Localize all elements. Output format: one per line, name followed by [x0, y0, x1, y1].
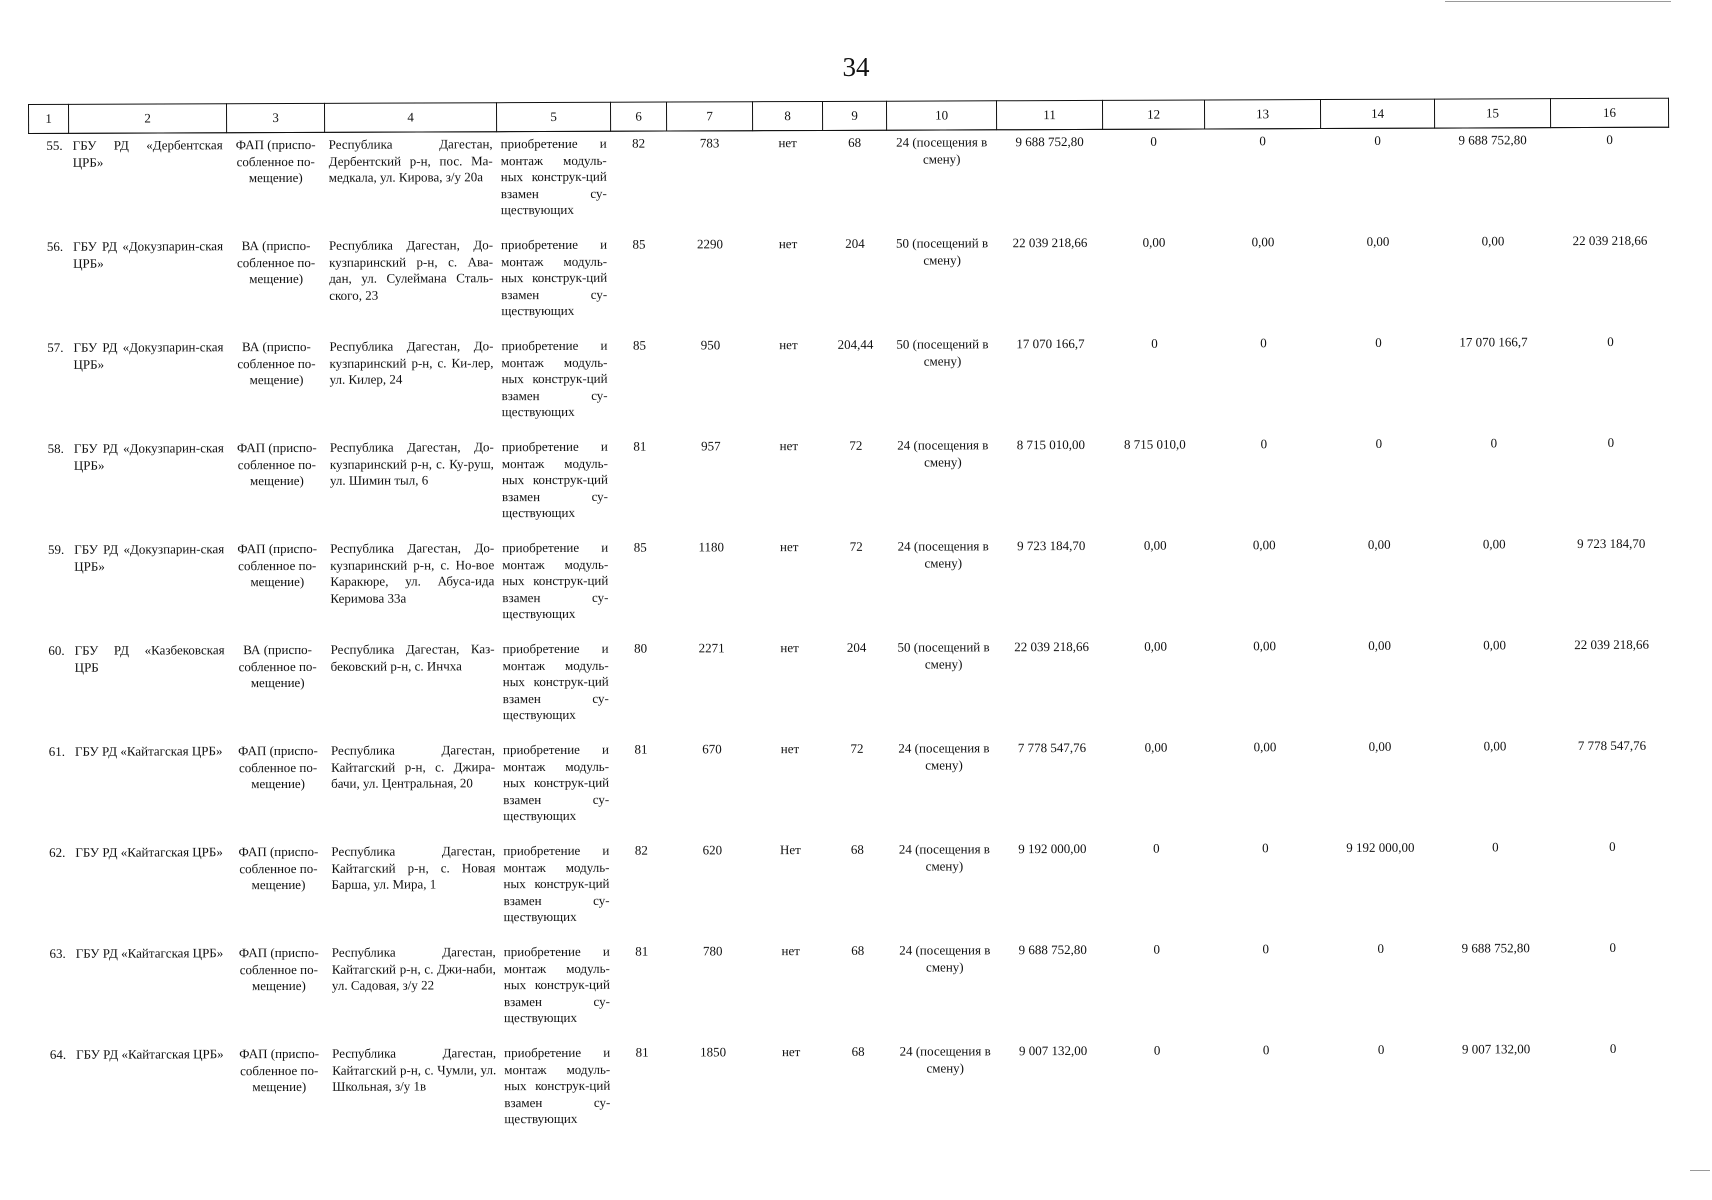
col-header: 4	[324, 103, 496, 133]
col-16-amount-cell: 0	[1609, 1040, 1617, 1056]
capacity-cell: 24 (посещения в смену)	[898, 740, 990, 773]
work-type-cell: приобретение и монтаж модуль-ных конструк-ций взамен су-ществующих	[501, 236, 608, 319]
col-header: 5	[496, 102, 610, 131]
col-14-amount-cell: 0	[1375, 435, 1383, 451]
col-12-amount-cell: 0,00	[1142, 234, 1166, 250]
col-header: 14	[1320, 99, 1434, 128]
col-7-value-cell: 957	[701, 438, 721, 454]
organization-cell: ГБУ РД «Докузпарин-ская ЦРБ»	[73, 440, 224, 473]
address-cell: Республика Дагестан, Кайтагский р-н, с. Чумли, ул. Школьная, з/у 1в	[332, 1045, 497, 1094]
col-14-amount-cell: 0,00	[1368, 738, 1392, 754]
col-7-value-cell: 780	[702, 943, 723, 959]
address-cell: Республика Дагестан, До-кузпаринский р-н, с. Ки-лер, ул. Килер, 24	[329, 338, 494, 387]
col-8-value-cell: нет	[781, 1044, 801, 1060]
facility-type-cell: ФАП (приспо-собленное по-мещение)	[235, 136, 316, 186]
col-header: 7	[666, 102, 752, 131]
col-6-value-cell: 82	[632, 135, 646, 151]
table-row	[32, 936, 1672, 1043]
col-16-amount-cell: 7 778 547,76	[1577, 737, 1647, 754]
col-8-value-cell: нет	[781, 943, 800, 959]
col-9-value-cell: 204,44	[837, 336, 874, 352]
col-13-amount-cell: 0	[1260, 335, 1267, 351]
col-11-amount-cell: 9 688 752,80	[1018, 941, 1087, 958]
col-14-amount-cell: 0,00	[1368, 637, 1391, 653]
organization-cell: ГБУ РД «Кайтагская ЦРБ»	[75, 945, 224, 961]
facility-type-cell: ВА (приспо-собленное по-мещение)	[236, 237, 316, 287]
col-7-value-cell: 620	[702, 842, 723, 858]
col-12-amount-cell: 0	[1153, 840, 1160, 856]
facility-type-cell: ФАП (приспо-собленное по-мещение)	[238, 944, 319, 994]
col-16-amount-cell: 0	[1606, 131, 1613, 147]
col-14-amount-cell: 0	[1377, 1041, 1385, 1057]
capacity-cell: 24 (посещения в смену)	[898, 841, 990, 874]
col-16-amount-cell: 0	[1609, 838, 1616, 854]
col-15-amount-cell: 0,00	[1482, 536, 1506, 552]
row-number-cell: 59.	[47, 541, 65, 557]
row-number-cell: 63.	[49, 945, 66, 961]
organization-cell: ГБУ РД «Кайтагская ЦРБ»	[75, 844, 223, 860]
col-16-amount-cell: 0	[1607, 434, 1615, 450]
col-header: 13	[1204, 100, 1320, 129]
col-6-value-cell: 81	[635, 943, 649, 959]
facilities-table	[28, 98, 1673, 1144]
col-12-amount-cell: 0,00	[1144, 739, 1168, 755]
col-9-value-cell: 72	[849, 538, 863, 554]
address-cell: Республика Дагестан, Кайтагский р-н, с. Джи-наби, ул. Садовая, з/у 22	[331, 944, 496, 993]
table-row	[31, 734, 1671, 841]
col-7-value-cell: 670	[702, 741, 722, 757]
capacity-cell: 50 (посещений в смену)	[897, 639, 990, 672]
col-15-amount-cell: 9 007 132,00	[1461, 1041, 1531, 1057]
col-15-amount-cell: 0,00	[1483, 637, 1506, 653]
col-13-amount-cell: 0,00	[1253, 739, 1277, 755]
row-number-cell: 61.	[48, 743, 66, 759]
facility-type-cell: ФАП (приспо-собленное по-мещение)	[237, 540, 318, 590]
col-14-amount-cell: 0,00	[1367, 536, 1391, 552]
capacity-cell: 50 (посещений в смену)	[895, 235, 989, 268]
col-header: 2	[69, 104, 227, 134]
col-16-amount-cell: 9 723 184,70	[1577, 535, 1646, 552]
col-11-amount-cell: 8 715 010,00	[1016, 436, 1085, 453]
col-13-amount-cell: 0	[1259, 133, 1266, 149]
col-9-value-cell: 72	[850, 740, 864, 756]
col-13-amount-cell: 0,00	[1252, 537, 1276, 553]
table-row	[29, 330, 1669, 437]
col-16-amount-cell: 0	[1609, 939, 1617, 955]
organization-cell: ГБУ РД «Кайтагская ЦРБ»	[74, 743, 223, 759]
col-7-value-cell: 2271	[698, 640, 725, 656]
col-11-amount-cell: 9 192 000,00	[1018, 840, 1087, 857]
col-9-value-cell: 68	[848, 134, 862, 150]
work-type-cell: приобретение и монтаж модуль-ных конструк-ций взамен су-ществующих	[502, 640, 609, 723]
row-number-cell: 60.	[48, 642, 65, 658]
col-header: 11	[996, 100, 1102, 129]
capacity-cell: 24 (посещения в смену)	[896, 134, 988, 167]
col-12-amount-cell: 0	[1151, 335, 1158, 351]
col-15-amount-cell: 0,00	[1481, 233, 1505, 249]
col-header: 6	[610, 102, 666, 131]
col-15-amount-cell: 0	[1492, 839, 1499, 855]
table-row	[32, 1037, 1672, 1144]
col-6-value-cell: 85	[632, 337, 646, 353]
row-number-cell: 57.	[47, 339, 64, 355]
col-8-value-cell: нет	[779, 539, 799, 555]
col-15-amount-cell: 17 070 166,7	[1459, 334, 1528, 350]
col-6-value-cell: 81	[635, 1044, 649, 1060]
col-14-amount-cell: 0,00	[1366, 233, 1390, 249]
capacity-cell: 24 (посещения в смену)	[897, 538, 989, 571]
table-row	[30, 431, 1670, 538]
scan-line-top-right	[1445, 1, 1671, 2]
table-row	[29, 229, 1669, 336]
col-8-value-cell: нет	[780, 640, 799, 656]
col-8-value-cell: нет	[779, 438, 799, 454]
col-8-value-cell: Нет	[779, 842, 801, 858]
col-6-value-cell: 85	[633, 539, 647, 555]
col-header: 12	[1102, 100, 1204, 129]
col-11-amount-cell: 9 007 132,00	[1018, 1042, 1088, 1059]
col-15-amount-cell: 0,00	[1483, 738, 1507, 754]
table-row	[30, 532, 1670, 639]
col-8-value-cell: нет	[780, 741, 800, 757]
col-header: 16	[1550, 98, 1668, 127]
address-cell: Республика Дагестан, До-кузпаринский р-н, с. Ава-дан, ул. Сулеймана Сталь-ского, 23	[329, 237, 494, 303]
row-number-cell: 64.	[49, 1046, 67, 1062]
table-row	[31, 835, 1671, 942]
row-number-cell: 56.	[46, 238, 64, 254]
table-body	[29, 127, 1673, 1144]
col-12-amount-cell: 8 715 010,0	[1123, 436, 1186, 452]
table-container	[28, 98, 1672, 1144]
col-header: 10	[886, 101, 996, 130]
col-15-amount-cell: 9 688 752,80	[1461, 940, 1530, 956]
col-12-amount-cell: 0	[1150, 133, 1157, 149]
facility-type-cell: ВА (приспо-собленное по-мещение)	[238, 641, 317, 691]
organization-cell: ГБУ РД «Кайтагская ЦРБ»	[76, 1046, 224, 1062]
facility-type-cell: ФАП (приспо-собленное по-мещение)	[238, 843, 319, 893]
row-number-cell: 62.	[49, 844, 66, 860]
facility-type-cell: ФАП (приспо-собленное по-мещение)	[239, 1045, 320, 1095]
row-number-cell: 58.	[47, 440, 64, 456]
col-12-amount-cell: 0,00	[1143, 537, 1167, 553]
work-type-cell: приобретение и монтаж модуль-ных конструк-ций взамен су-ществующих	[501, 438, 609, 521]
facility-type-cell: ФАП (приспо-собленное по-мещение)	[236, 439, 317, 489]
col-header: 3	[227, 103, 325, 132]
col-9-value-cell: 68	[851, 1043, 865, 1059]
facility-type-cell: ФАП (приспо-собленное по-мещение)	[238, 742, 318, 792]
col-11-amount-cell: 17 070 166,7	[1016, 335, 1085, 352]
col-14-amount-cell: 0	[1375, 334, 1382, 350]
col-11-amount-cell: 22 039 218,66	[1012, 234, 1088, 251]
col-13-amount-cell: 0,00	[1251, 234, 1275, 250]
work-type-cell: приобретение и монтаж модуль-ных конструк-ций взамен су-ществующих	[502, 539, 609, 622]
work-type-cell: приобретение и монтаж модуль-ных конструк-ций взамен су-ществующих	[501, 337, 608, 420]
col-8-value-cell: нет	[779, 337, 798, 353]
facility-type-cell: ВА (приспо-собленное по-мещение)	[237, 338, 316, 388]
col-12-amount-cell: 0	[1153, 941, 1161, 957]
col-header: 9	[822, 101, 886, 130]
col-16-amount-cell: 22 039 218,66	[1572, 232, 1648, 249]
col-11-amount-cell: 9 688 752,80	[1015, 133, 1084, 150]
col-header: 1	[29, 104, 69, 133]
col-11-amount-cell: 22 039 218,66	[1014, 638, 1089, 655]
address-cell: Республика Дагестан, До-кузпаринский р-н, с. Ку-руш, ул. Шимин тыл, 6	[329, 439, 494, 488]
col-11-amount-cell: 7 778 547,76	[1017, 739, 1087, 756]
table-row	[29, 127, 1669, 235]
col-6-value-cell: 82	[634, 842, 648, 858]
page-number: 34	[842, 52, 870, 82]
col-15-amount-cell: 9 688 752,80	[1458, 132, 1527, 148]
row-number-cell: 55.	[46, 137, 63, 153]
col-7-value-cell: 2290	[697, 236, 724, 252]
col-header: 8	[752, 101, 822, 130]
col-9-value-cell: 204	[845, 235, 865, 251]
organization-cell: ГБУ РД «Казбековская ЦРБ	[74, 642, 225, 675]
col-14-amount-cell: 9 192 000,00	[1346, 839, 1415, 855]
col-14-amount-cell: 0	[1377, 940, 1385, 956]
address-cell: Республика Дагестан, Каз-бековский р-н, с. Инчха	[330, 641, 495, 674]
capacity-cell: 24 (посещения в смену)	[897, 437, 989, 470]
address-cell: Республика Дагестан, Кайтагский р-н, с. Новая Барша, ул. Мира, 1	[331, 843, 496, 892]
col-8-value-cell: нет	[778, 236, 798, 252]
col-7-value-cell: 783	[699, 135, 720, 151]
col-6-value-cell: 81	[634, 741, 648, 757]
col-7-value-cell: 1180	[698, 539, 724, 555]
col-9-value-cell: 72	[849, 437, 863, 453]
work-type-cell: приобретение и монтаж модуль-ных конструк-ций взамен су-ществующих	[503, 943, 610, 1026]
organization-cell: ГБУ РД «Докузпарин-ская ЦРБ»	[73, 339, 224, 372]
col-8-value-cell: нет	[778, 135, 797, 151]
work-type-cell: приобретение и монтаж модуль-ных конструк-ций взамен су-ществующих	[504, 1044, 611, 1127]
col-7-value-cell: 950	[700, 337, 721, 353]
capacity-cell: 24 (посещения в смену)	[899, 1043, 991, 1076]
col-12-amount-cell: 0	[1153, 1042, 1161, 1058]
organization-cell: ГБУ РД «Дербентская ЦРБ»	[72, 137, 223, 170]
col-13-amount-cell: 0	[1260, 436, 1268, 452]
address-cell: Республика Дагестан, Дербентский р-н, пос. Ма-медкала, ул. Кирова, з/у 20а	[328, 136, 493, 185]
scan-line-right	[1690, 1170, 1710, 1171]
col-9-value-cell: 68	[851, 942, 865, 958]
work-type-cell: приобретение и монтаж модуль-ных конструк-ций взамен су-ществующих	[503, 842, 610, 925]
address-cell: Республика Дагестан, До-кузпаринский р-н, с. Но-вое Каракюре, ул. Абуса-ида Керимова 33а	[330, 540, 495, 606]
col-header: 15	[1434, 99, 1550, 128]
work-type-cell: приобретение и монтаж модуль-ных конструк-ций взамен су-ществующих	[502, 741, 610, 824]
col-6-value-cell: 85	[632, 236, 646, 252]
work-type-cell: приобретение и монтаж модуль-ных конструк-ций взамен су-ществующих	[500, 135, 607, 218]
organization-cell: ГБУ РД «Докузпарин-ская ЦРБ»	[74, 541, 225, 574]
address-cell: Республика Дагестан, Кайтагский р-н, с. Джира-бачи, ул. Центральная, 20	[330, 742, 496, 791]
col-14-amount-cell: 0	[1374, 132, 1381, 148]
col-13-amount-cell: 0	[1262, 840, 1269, 856]
organization-cell: ГБУ РД «Докузпарин-ская ЦРБ»	[73, 238, 224, 271]
col-13-amount-cell: 0	[1262, 941, 1270, 957]
col-16-amount-cell: 22 039 218,66	[1574, 636, 1649, 653]
col-13-amount-cell: 0,00	[1253, 638, 1276, 654]
table-row	[31, 633, 1671, 740]
col-15-amount-cell: 0	[1490, 435, 1498, 451]
col-9-value-cell: 68	[850, 841, 864, 857]
capacity-cell: 50 (посещений в смену)	[896, 336, 989, 369]
col-9-value-cell: 204	[846, 639, 867, 655]
col-13-amount-cell: 0	[1262, 1042, 1270, 1058]
col-6-value-cell: 80	[634, 640, 648, 656]
col-11-amount-cell: 9 723 184,70	[1017, 537, 1086, 554]
col-16-amount-cell: 0	[1607, 333, 1614, 349]
col-7-value-cell: 1850	[700, 1044, 727, 1060]
col-6-value-cell: 81	[633, 438, 647, 454]
col-12-amount-cell: 0,00	[1144, 638, 1167, 654]
capacity-cell: 24 (посещения в смену)	[899, 942, 991, 975]
